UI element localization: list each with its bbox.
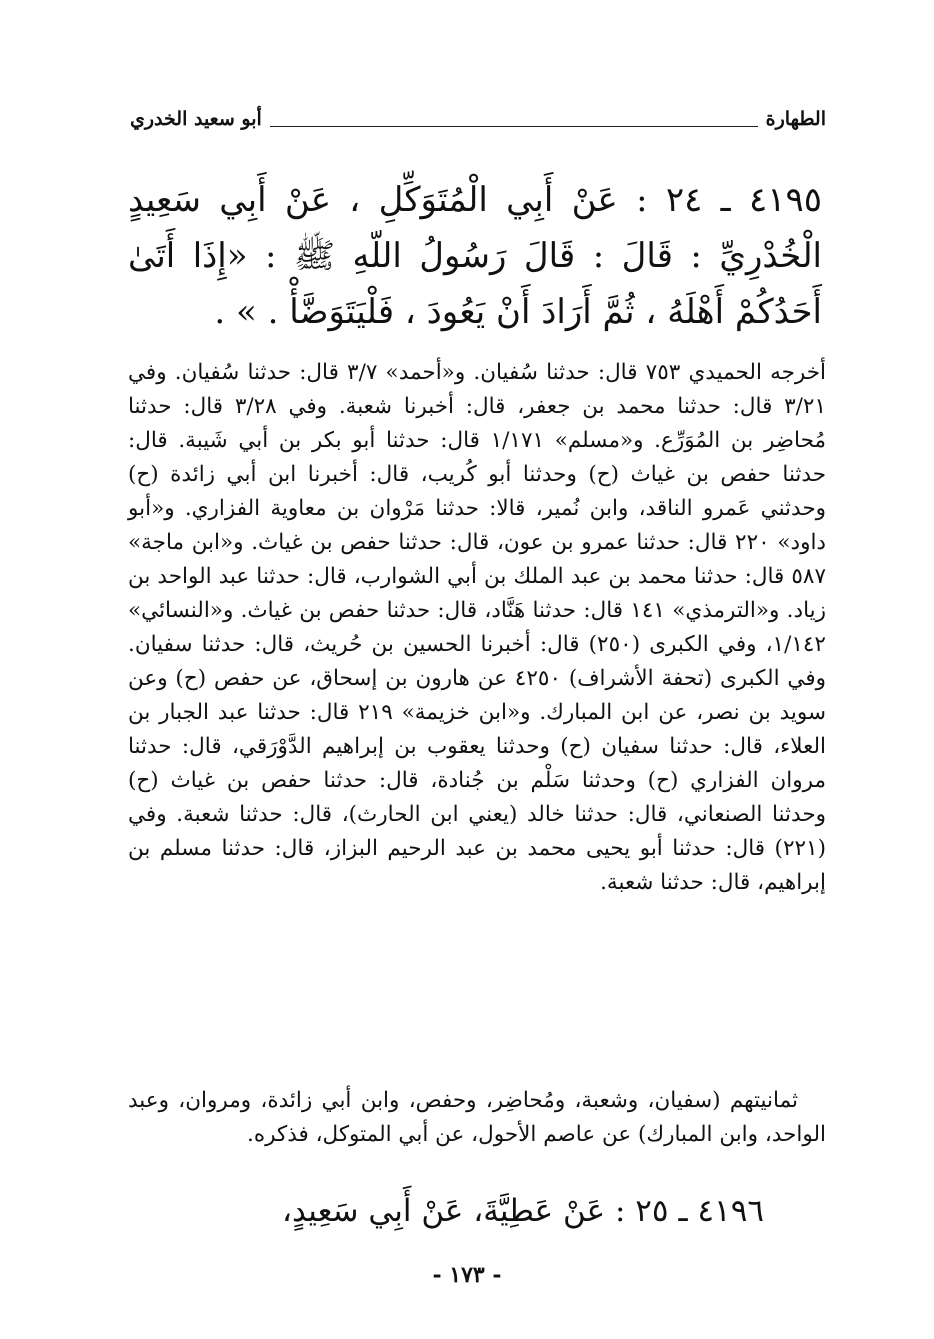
- hadith-4195-text: ٤١٩٥ ـ ٢٤ : عَنْ أَبِي الْمُتَوَكِّلِ ، عَنْ أَبِي سَعِيدٍ الْخُدْرِيِّ : قَالَ : قَالَ رَسُولُ اللّهِ ﷺ : «إِذَا أَتَىٰ أَحَدُكُمْ أَهْلَهُ ، ثُمَّ أَرَادَ أَنْ يَعُودَ ، فَلْيَتَوَضَّأْ . » .: [128, 180, 822, 332]
- hadith-4196-text: ٤١٩٦ ـ ٢٥ : عَنْ عَطِيَّةَ، عَنْ أَبِي سَعِيدٍ،: [281, 1193, 764, 1229]
- running-header: [130, 104, 826, 134]
- header-section-title: الطهارة: [765, 108, 826, 130]
- page-number: - ١٧٣ -: [432, 1262, 502, 1288]
- header-narrator-title: أبو سعيد الخدري: [130, 108, 262, 130]
- header-rule: [270, 126, 758, 127]
- chain-summary-paragraph: ثمانيتهم (سفيان، وشعبة، ومُحاضِر، وحفص، وابن أبي زائدة، ومروان، وعبد الواحد، وابن المبارك) عن عاصم الأحول، عن أبي المتوكل، فذكره.: [128, 1088, 826, 1147]
- takhrij-paragraph: أخرجه الحميدي ٧٥٣ قال: حدثنا سُفيان. و«أحمد» ٣/٧ قال: حدثنا سُفيان. وفي ٣/٢١ قال: حدثنا محمد بن جعفر، قال: أخبرنا شعبة. وفي ٣/٢٨ قال: حدثنا مُحاضِر بن المُوَرِّع. و«مسلم» ١/١٧١ قال: حدثنا أبو بكر بن أبي شَيبة. قال: حدثنا حفص بن غياث (ح) وحدثنا أبو كُريب، قال: أخبرنا ابن أبي زائدة (ح) وحدثني عَمرو الناقد، وابن نُمير، قالا: حدثنا مَرْوان بن معاوية الفزاري. و«أبو داود» ٢٢٠ قال: حدثنا عمرو بن عون، قال: حدثنا حفص بن غياث. و«ابن ماجة» ٥٨٧ قال: حدثنا محمد بن عبد الملك بن أبي الشوارب، قال: حدثنا عبد الواحد بن زياد. و«الترمذي» ١٤١ قال: حدثنا هَنَّاد، قال: حدثنا حفص بن غياث. و«النسائي» ١/١٤٢، وفي الكبرى (٢٥٠) قال: أخبرنا الحسين بن حُريث، قال: حدثنا سفيان. وفي الكبرى (تحفة الأشراف) ٤٢٥٠ عن هارون بن إسحاق، عن حفص (ح) وعن سويد بن نصر، عن ابن المبارك. و«ابن خزيمة» ٢١٩ قال: حدثنا عبد الجبار بن العلاء، قال: حدثنا سفيان (ح) وحدثنا يعقوب بن إبراهيم الدَّوْرَقي، قال: حدثنا مروان الفزاري (ح) وحدثنا سَلْم بن جُنادة، قال: حدثنا حفص بن غياث (ح) وحدثنا الصنعاني، قال: حدثنا خالد (يعني ابن الحارث)، قال: حدثنا شعبة. وفي (٢٢١) قال: حدثنا أبو يحيى محمد بن عبد الرحيم البزاز، قال: حدثنا مسلم بن إبراهيم، قال: حدثنا شعبة.: [128, 360, 827, 895]
